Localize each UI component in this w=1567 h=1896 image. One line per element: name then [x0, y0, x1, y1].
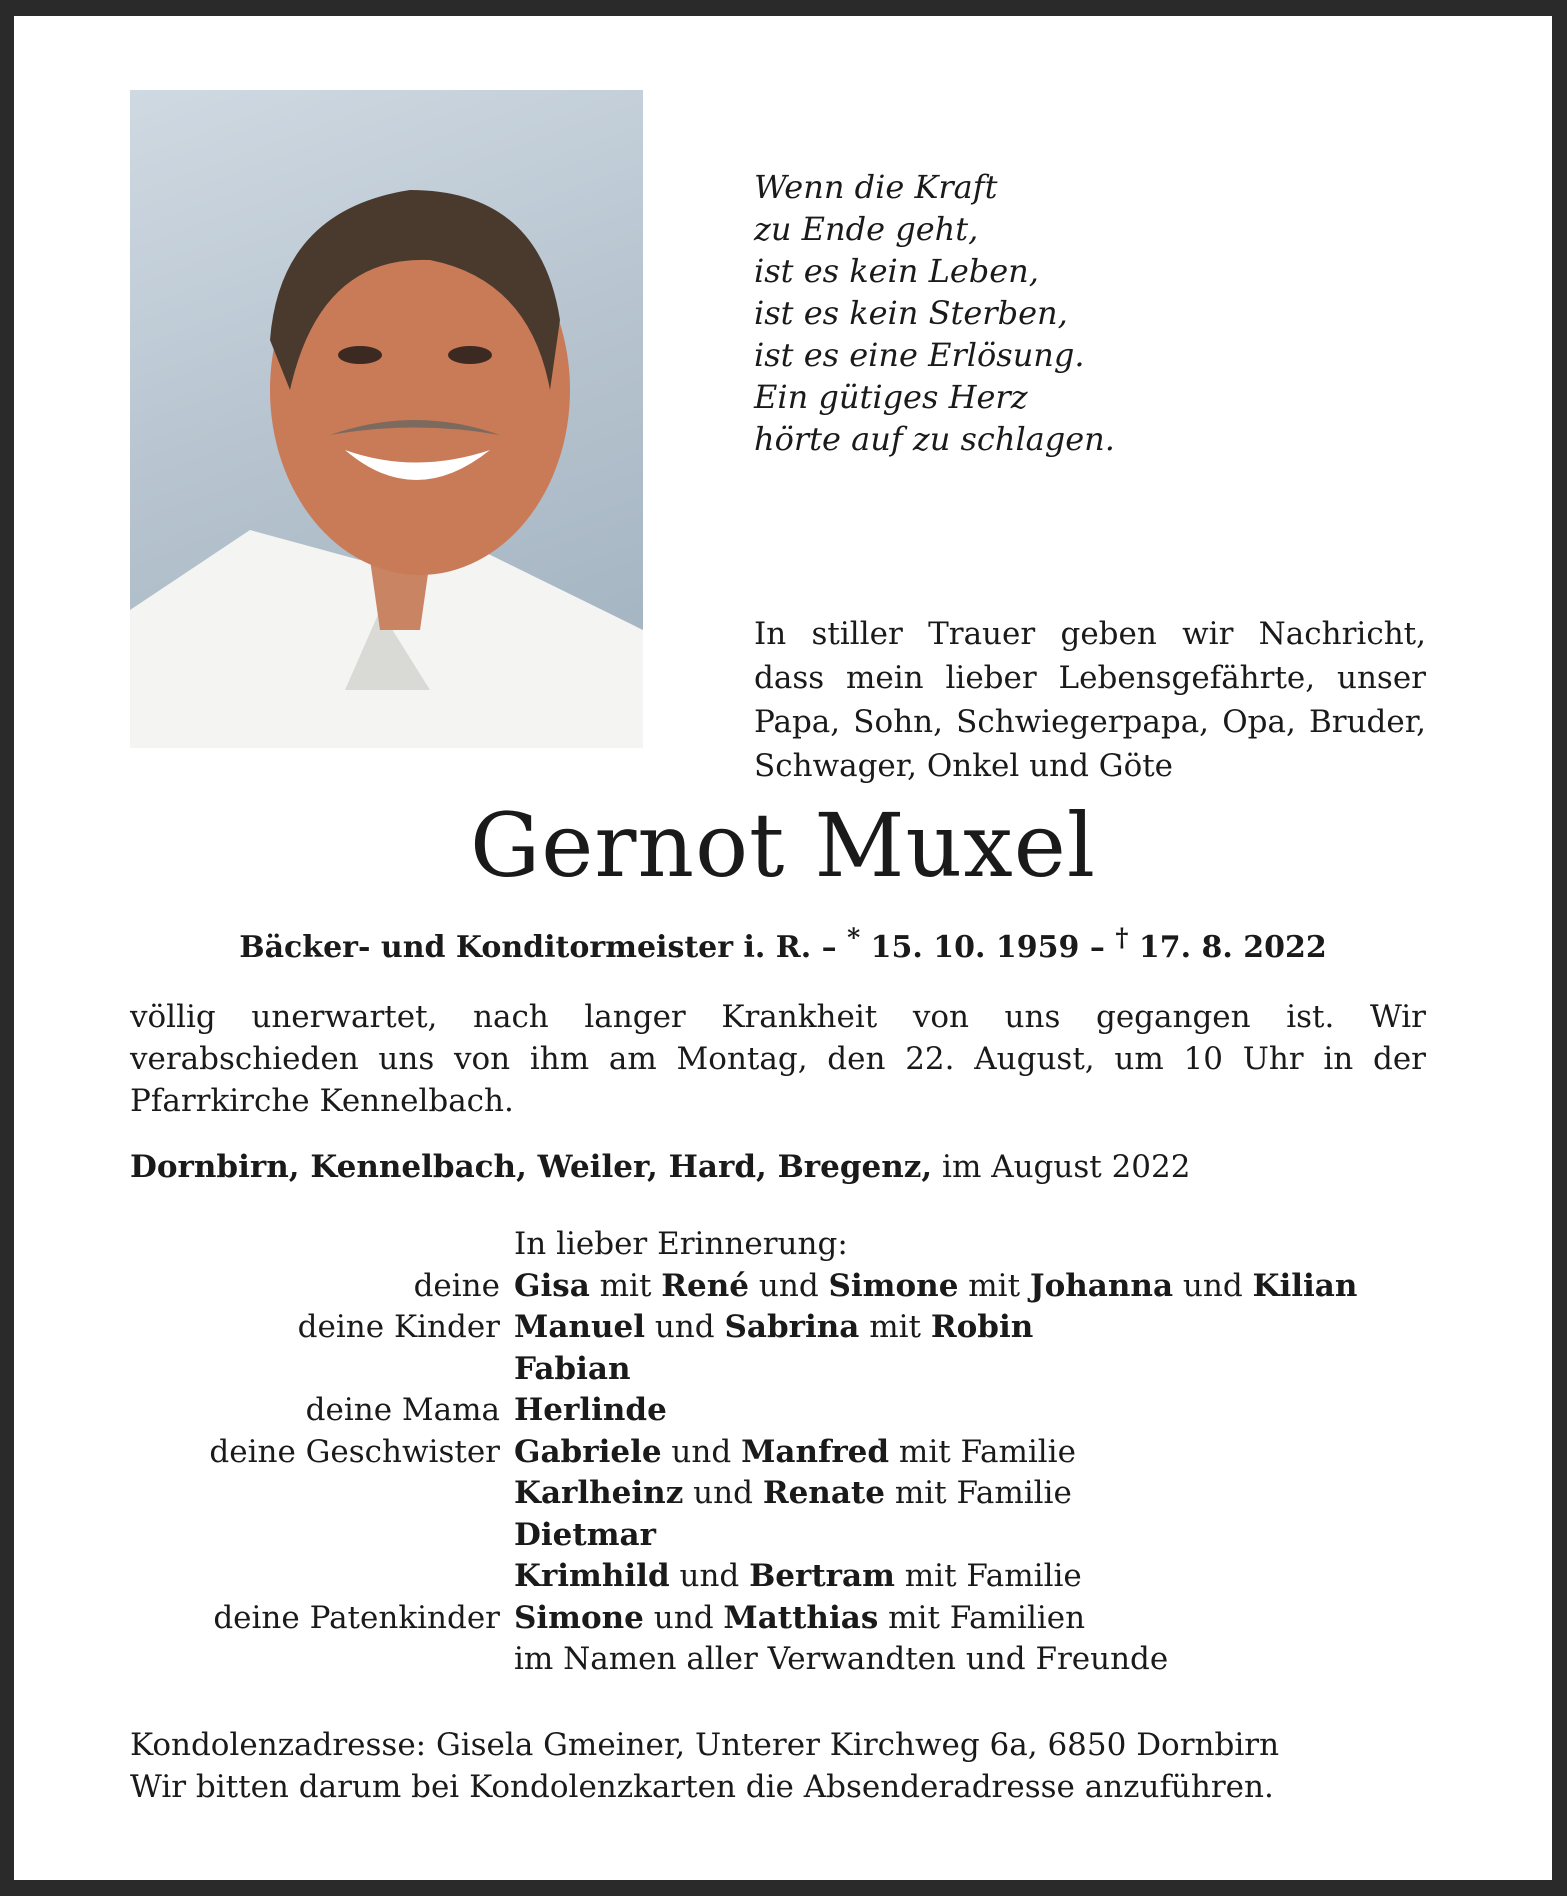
relatives-names [514, 1432, 1076, 1474]
connector-text: mit [958, 1267, 1030, 1304]
footer [130, 1724, 1440, 1808]
born-symbol: * [847, 923, 861, 952]
poem [754, 166, 1314, 460]
connector-text: und [644, 1309, 725, 1345]
occupation: Bäcker- und Konditormeister i. R. [239, 930, 812, 965]
connector-text: im Namen aller Verwandten und Freunde [514, 1641, 1169, 1677]
relative-name: Dietmar [514, 1516, 656, 1553]
relation-label: deine Kinder [297, 1309, 500, 1345]
connector-text: und [643, 1599, 724, 1636]
portrait-photo-illustration [130, 90, 643, 748]
relation-label [130, 1556, 514, 1598]
relative-name: Robin [930, 1309, 1034, 1345]
signature-row [130, 1390, 1430, 1432]
poem-line: hörte auf zu schlagen. [754, 420, 1115, 458]
poem-line: ist es eine Erlösung. [754, 336, 1085, 374]
relation-label: deine Mama [305, 1392, 500, 1428]
signature-heading: In lieber Erinnerung: [514, 1226, 848, 1262]
relation-label [130, 1515, 514, 1557]
subtitle: Bäcker- und Konditormeister i. R. – * 15. 10. 1959 – † 17. 8. 2022 [239, 923, 1327, 965]
signature-row [130, 1349, 1430, 1391]
death-symbol: † [1115, 923, 1129, 952]
relation-label: deine [413, 1267, 500, 1304]
signature-heading-row [130, 1224, 1430, 1266]
portrait-photo [130, 90, 643, 748]
poem-line: ist es kein Leben, [754, 252, 1039, 290]
connector-text: mit [589, 1267, 662, 1304]
signature-row [130, 1266, 1430, 1308]
signature-row [130, 1432, 1430, 1474]
date-text: im August 2022 [942, 1149, 1191, 1185]
relative-name: Bertram [749, 1558, 895, 1594]
connector-text: mit Familie [884, 1475, 1072, 1511]
connector-text: und [749, 1267, 829, 1304]
signature-row [130, 1473, 1430, 1515]
condolence-address: Kondolenzadresse: Gisela Gmeiner, Unterer Kirchweg 6a, 6850 Dornbirn [130, 1727, 1280, 1763]
poem-line: Ein gütiges Herz [754, 378, 1028, 416]
relative-name: Karlheinz [514, 1475, 684, 1511]
relative-name: Sabrina [724, 1309, 860, 1345]
relatives-names [514, 1266, 1357, 1308]
relative-name: Matthias [723, 1599, 879, 1636]
signature-row [130, 1307, 1430, 1349]
connector-text: mit [859, 1309, 931, 1345]
relative-name: Simone [828, 1267, 959, 1304]
intro-text: In stiller Trauer geben wir Nachricht, dass mein lieber Lebensgefährte, unser Papa, Sohn, Schwiegerpapa, Opa, Bruder, Schwager, Onkel und Göte [754, 616, 1426, 784]
connector-text: mit Familie [894, 1558, 1082, 1594]
relative-name: Manfred [741, 1433, 890, 1470]
death-date: 17. 8. 2022 [1138, 930, 1327, 965]
poem-line: ist es kein Sterben, [754, 294, 1068, 332]
signature-row [130, 1556, 1430, 1598]
relation-label [130, 1473, 514, 1515]
relatives-names [514, 1556, 1082, 1598]
signature-row [130, 1515, 1430, 1557]
connector-text: und [683, 1475, 763, 1511]
relation-label: deine Patenkinder [213, 1599, 500, 1636]
relatives-names [514, 1473, 1072, 1515]
relative-name: Johanna [1029, 1267, 1174, 1304]
body-text: völlig unerwartet, nach langer Krankheit von uns gegangen ist. Wir verabschieden uns von ihm am Montag, den 22. August, um 10 Uhr in der Pfarrkirche Kennelbach. [130, 999, 1426, 1119]
relative-name: Fabian [514, 1350, 631, 1387]
condolence-request: Wir bitten darum bei Kondolenzkarten die Absenderadresse anzuführen. [130, 1769, 1274, 1805]
poem-line: zu Ende geht, [754, 210, 979, 248]
relative-name: Manuel [514, 1309, 645, 1345]
relative-name: Gisa [514, 1267, 590, 1304]
place-date-line [130, 1146, 1426, 1188]
relative-name: Gabriele [514, 1433, 662, 1470]
signature-row [130, 1639, 1430, 1681]
relative-name: René [661, 1267, 750, 1304]
place-list: Dornbirn, Kennelbach, Weiler, Hard, Bregenz, [130, 1149, 933, 1185]
connector-text: mit Familie [889, 1433, 1076, 1470]
relation-label [130, 1639, 514, 1681]
signature-block [130, 1224, 1430, 1681]
relatives-names [514, 1598, 1085, 1640]
relatives-names [514, 1390, 667, 1432]
poem-line: Wenn die Kraft [754, 168, 998, 206]
relative-name: Krimhild [514, 1558, 670, 1594]
deceased-name: Gernot Muxel [469, 794, 1097, 897]
relative-name: Simone [514, 1599, 644, 1636]
connector-text: und [661, 1433, 742, 1470]
obituary-card [14, 16, 1552, 1880]
relatives-names [514, 1349, 630, 1391]
relatives-names [514, 1307, 1033, 1349]
relative-name: Herlinde [514, 1392, 667, 1428]
connector-text: und [1173, 1267, 1253, 1304]
relative-name: Renate [762, 1475, 885, 1511]
relative-name: Kilian [1252, 1267, 1358, 1304]
relatives-names [514, 1515, 656, 1557]
connector-text: mit Familien [878, 1599, 1086, 1636]
connector-text: und [669, 1558, 750, 1594]
relation-label: deine Geschwister [209, 1433, 500, 1470]
signature-row [130, 1598, 1430, 1640]
relation-label [130, 1349, 514, 1391]
relatives-names [514, 1639, 1168, 1681]
birth-date: 15. 10. 1959 [870, 930, 1080, 965]
